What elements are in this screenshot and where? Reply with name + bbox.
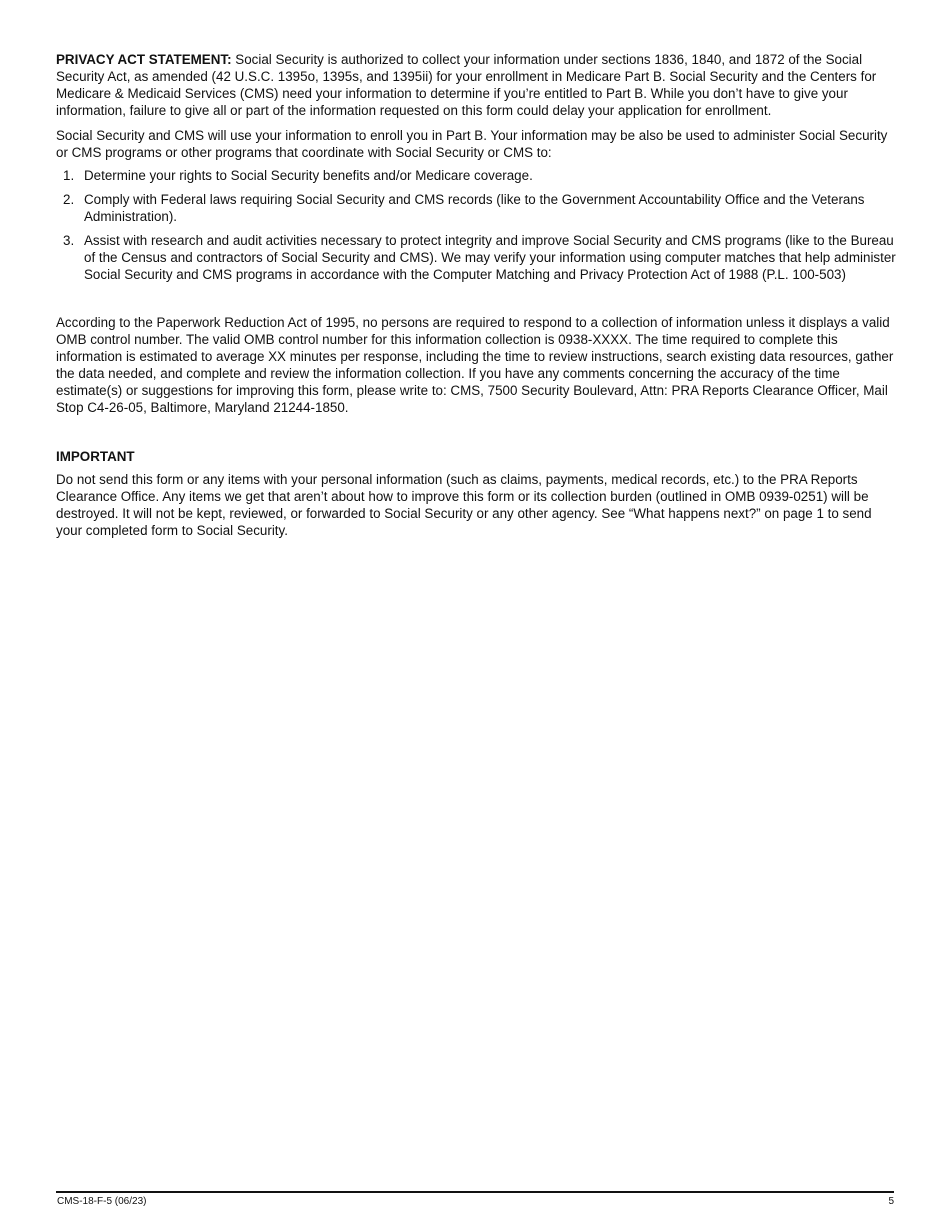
important-text: Do not send this form or any items with your personal information (such as claims, payments, medical records, etc.) to the PRA Reports Clearance Office. Any items we get that aren’t about how to improve this form or its collection burden (outlined in OMB 0939-0251) will be destroyed. It will not be kept, reviewed, or forwarded to Social Security or any other agency. See “What happens next?” on page 1 to send your completed form to Social Security. bbox=[56, 472, 872, 538]
list-item-text: Determine your rights to Social Security benefits and/or Medicare coverage. bbox=[84, 168, 533, 183]
list-item-number: 3. bbox=[63, 233, 75, 248]
footer-page-number: 5 bbox=[888, 1196, 894, 1207]
footer-form-id: CMS-18-F-5 (06/23) bbox=[57, 1196, 147, 1207]
document-page bbox=[56, 51, 898, 539]
list-item bbox=[56, 232, 898, 283]
list-item-number: 2. bbox=[63, 192, 75, 207]
privacy-act-heading: PRIVACY ACT STATEMENT: bbox=[56, 52, 232, 67]
list-item-text: Comply with Federal laws requiring Social Security and CMS records (like to the Government Accountability Office and the Veterans Administration). bbox=[84, 192, 865, 224]
list-item bbox=[56, 191, 898, 225]
paperwork-reduction-act-statement: According to the Paperwork Reduction Act of 1995, no persons are required to respond to a collection of information unless it displays a valid OMB control number. The valid OMB control number for this information collection is 0938-XXXX. The time required to complete this information is estimated to average XX minutes per response, including the time to review instructions, search existing data resources, gather the data needed, and complete and review the information collection. If you have any comments concerning the accuracy of the time estimate(s) or suggestions for improving this form, please write to: CMS, 7500 Security Boulevard, Attn: PRA Reports Clearance Officer, Mail Stop C4-26-05, Baltimore, Maryland 21244-1850. bbox=[56, 315, 894, 415]
important-heading: IMPORTANT bbox=[56, 449, 135, 464]
privacy-act-text: Social Security is authorized to collect your information under sections 1836, 1840, and 1872 of the Social Security Act, as amended (42 U.S.C. 1395o, 1395s, and 1395ii) for your enrollment in Medicare Part B. Social Security and the Centers for Medicare & Medicaid Services (CMS) need your information to determine if you’re entitled to Part B. While you don’t have to give your information, failure to give all or part of the information requested on this form could delay your application for enrollment. bbox=[56, 52, 877, 118]
uses-intro: Social Security and CMS will use your information to enroll you in Part B. Your information may be also be used to administer Social Security or CMS programs or other programs that coordinate with Social Security or CMS to: bbox=[56, 128, 888, 160]
footer-divider bbox=[56, 1191, 894, 1193]
privacy-act-statement bbox=[56, 51, 898, 119]
list-item bbox=[56, 167, 898, 184]
list-item-number: 1. bbox=[63, 168, 75, 183]
list-item-text: Assist with research and audit activities necessary to protect integrity and improve Social Security and CMS programs (like to the Bureau of the Census and contractors of Social Security and CMS). We may verify your information using computer matches that help administer Social Security and CMS programs in accordance with the Computer Matching and Privacy Protection Act of 1988 (P.L. 100-503) bbox=[84, 233, 896, 282]
uses-list bbox=[56, 167, 898, 283]
